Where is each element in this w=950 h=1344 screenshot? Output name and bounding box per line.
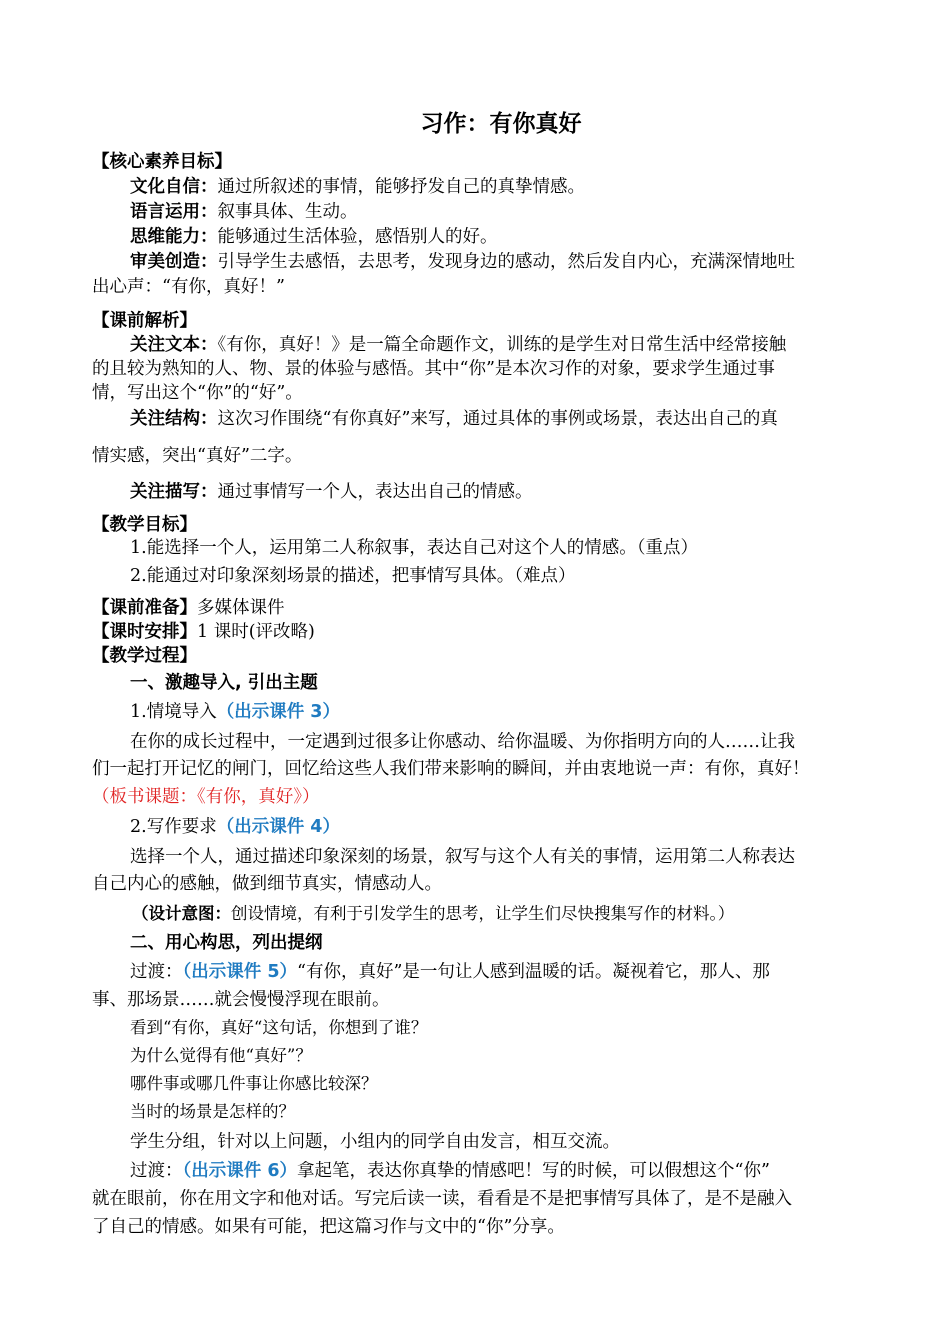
analysis-line: 关注结构：这次习作围绕“有你真好”来写，通过具体的事例或场景，表达出自己的真 <box>130 409 778 429</box>
analysis-line: 情，写出这个“你”的“好”。 <box>92 383 303 403</box>
paragraph-line: 自己内心的感触，做到细节真实，情感动人。 <box>92 874 442 894</box>
process-section-title: 二、用心构思，列出提纲 <box>130 933 323 953</box>
question-line: 为什么觉得有他“真好”？ <box>130 1046 312 1065</box>
goal-line-cont: 出心声：“有你，真好！” <box>92 277 285 297</box>
analysis-line: 关注文本：《有你，真好！》是一篇全命题作文，训练的是学生对日常生活中经常接触 <box>130 335 787 355</box>
prep-line: 【课前准备】多媒体课件 <box>92 598 285 618</box>
paragraph-line: 们一起打开记忆的闸门，回忆给这些人我们带来影响的瞬间，并由衷地说一声：有你，真好！ <box>92 759 810 779</box>
goal-line: 思维能力：能够通过生活体验，感悟别人的好。 <box>130 227 498 247</box>
paragraph-line: 过渡：（出示课件 6）拿起笔，表达你真挚的情感吧！写的时候，可以假想这个“你” <box>130 1161 770 1181</box>
analysis-line: 情实感，突出“真好”二字。 <box>92 446 303 466</box>
paragraph-line: 就在眼前，你在用文字和他对话。写完后读一读，看看是不是把事情写具体了，是不是融入 <box>92 1189 792 1209</box>
paragraph-line: 了自己的情感。如果有可能，把这篇习作与文中的“你”分享。 <box>92 1217 565 1237</box>
section-heading-pre-analysis: 【课前解析】 <box>92 311 197 331</box>
section-heading-core-goals: 【核心素养目标】 <box>92 152 232 172</box>
question-line: 看到“有你，真好“这句话，你想到了谁？ <box>130 1018 428 1037</box>
paragraph-line: 过渡：（出示课件 5）“有你，真好”是一句让人感到温暖的话。凝视着它，那人、那 <box>130 962 770 982</box>
schedule-line: 【课时安排】1 课时(评改略) <box>92 622 315 642</box>
goal-line: 语言运用：叙事具体、生动。 <box>130 202 358 222</box>
process-item: 2.写作要求（出示课件 4） <box>130 817 340 837</box>
analysis-line: 的且较为熟知的人、物、景的体验与感悟。其中“你”是本次习作的对象，要求学生通过事 <box>92 359 775 379</box>
process-item: 1.情境导入（出示课件 3） <box>130 702 340 722</box>
paragraph-line: 学生分组，针对以上问题，小组内的同学自由发言，相互交流。 <box>130 1132 620 1152</box>
design-intent: （设计意图：创设情境，有利于引发学生的思考，让学生们尽快搜集写作的材料。） <box>132 904 735 923</box>
paragraph-line: 在你的成长过程中，一定遇到过很多让你感动、给你温暖、为你指明方向的人……让我 <box>130 732 795 752</box>
list-item: 2.能通过对印象深刻场景的描述，把事情写具体。（难点） <box>130 566 576 586</box>
goal-line: 审美创造：引导学生去感悟，去思考，发现身边的感动，然后发自内心，充满深情地吐 <box>130 252 795 272</box>
process-section-title: 一、激趣导入, 引出主题 <box>130 673 318 693</box>
analysis-line: 关注描写：通过事情写一个人，表达出自己的情感。 <box>130 482 533 502</box>
section-heading-process: 【教学过程】 <box>92 646 197 666</box>
page-title: 习作：有你真好 <box>420 111 582 137</box>
question-line: 哪件事或哪几件事让你感比较深？ <box>130 1074 378 1093</box>
board-title: （板书课题：《有你，真好》） <box>92 787 320 807</box>
goal-line: 文化自信：通过所叙述的事情，能够抒发自己的真挚情感。 <box>130 177 585 197</box>
question-line: 当时的场景是怎样的？ <box>130 1102 295 1121</box>
paragraph-line: 事、那场景……就会慢慢浮现在眼前。 <box>92 990 390 1010</box>
section-heading-teaching-goals: 【教学目标】 <box>92 515 197 535</box>
list-item: 1.能选择一个人，运用第二人称叙事，表达自己对这个人的情感。（重点） <box>130 538 698 558</box>
paragraph-line: 选择一个人，通过描述印象深刻的场景，叙写与这个人有关的事情，运用第二人称表达 <box>130 847 795 867</box>
